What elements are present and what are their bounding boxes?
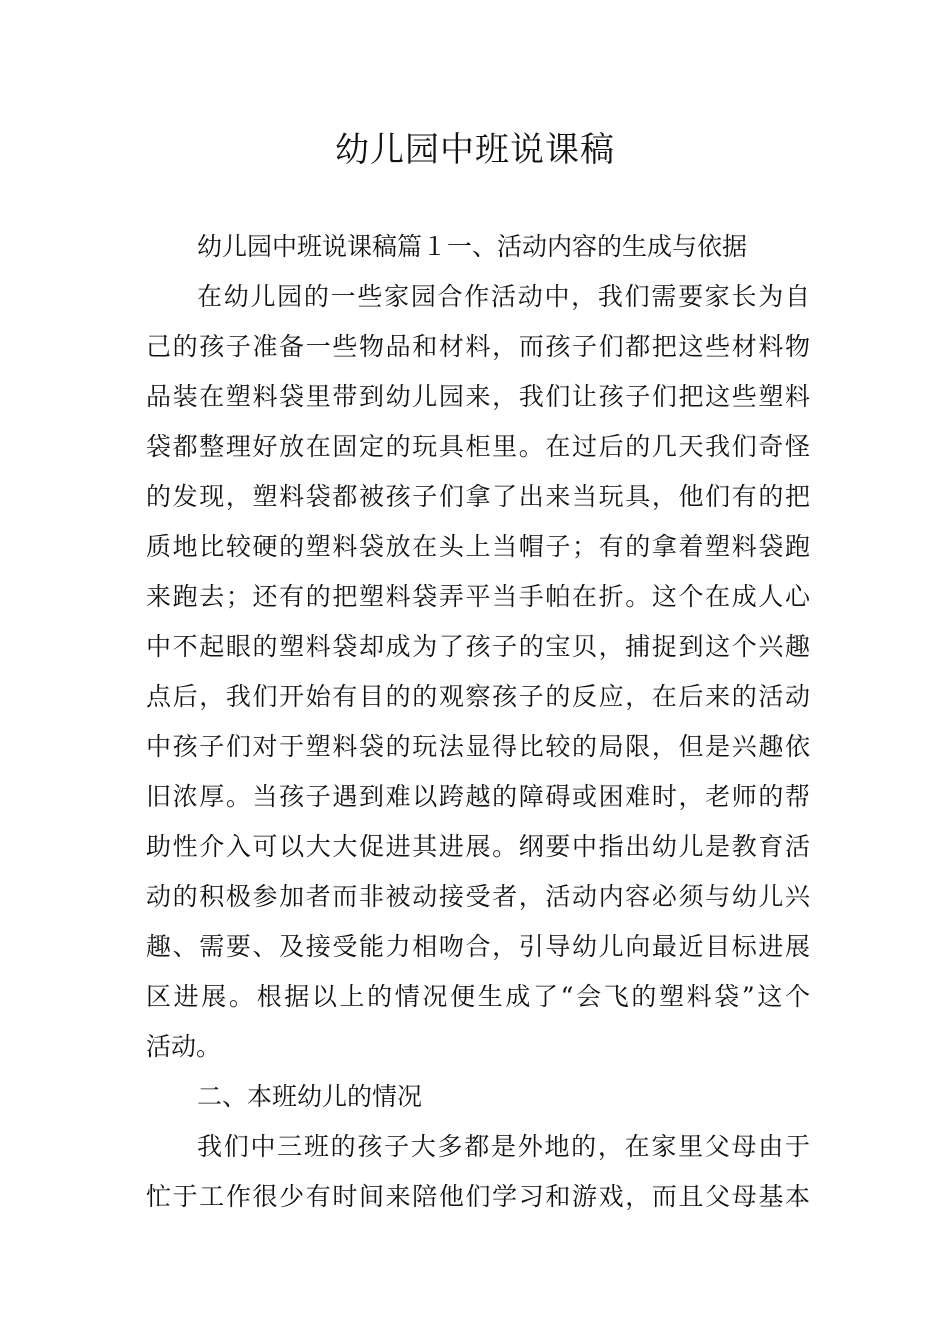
section-heading-1: 幼儿园中班说课稿篇１一、活动内容的生成与依据 bbox=[197, 232, 748, 261]
paragraph-line: 活动。 bbox=[146, 1032, 222, 1061]
paragraph-line: 来跑去；还有的把塑料袋弄平当手帕在折。这个在成人心 bbox=[146, 582, 810, 611]
paragraph-line: 趣、需要、及接受能力相吻合，引导幼儿向最近目标进展 bbox=[146, 932, 810, 961]
paragraph-line: 的发现，塑料袋都被孩子们拿了出来当玩具，他们有的把 bbox=[146, 482, 810, 511]
paragraph-line: 助性介入可以大大促进其进展。纲要中指出幼儿是教育活 bbox=[146, 832, 810, 861]
paragraph-line: 我们中三班的孩子大多都是外地的，在家里父母由于 bbox=[197, 1132, 810, 1161]
paragraph-line: 在幼儿园的一些家园合作活动中，我们需要家长为自 bbox=[197, 282, 810, 311]
paragraph-line: 中不起眼的塑料袋却成为了孩子的宝贝，捕捉到这个兴趣 bbox=[146, 632, 810, 661]
paragraph-line: 己的孩子准备一些物品和材料，而孩子们都把这些材料物 bbox=[146, 332, 810, 361]
paragraph-line: 质地比较硬的塑料袋放在头上当帽子；有的拿着塑料袋跑 bbox=[146, 532, 810, 561]
section-heading-2: 二、本班幼儿的情况 bbox=[197, 1082, 423, 1111]
paragraph-line: 品装在塑料袋里带到幼儿园来，我们让孩子们把这些塑料 bbox=[146, 382, 810, 411]
paragraph-line: 中孩子们对于塑料袋的玩法显得比较的局限，但是兴趣依 bbox=[146, 732, 810, 761]
paragraph-line: 旧浓厚。当孩子遇到难以跨越的障碍或困难时，老师的帮 bbox=[146, 782, 810, 811]
document-title: 幼儿园中班说课稿 bbox=[335, 130, 615, 170]
paragraph-line: 区进展。根据以上的情况便生成了“会飞的塑料袋”这个 bbox=[146, 982, 810, 1011]
paragraph-line: 忙于工作很少有时间来陪他们学习和游戏，而且父母基本 bbox=[146, 1182, 810, 1211]
paragraph-line: 点后，我们开始有目的的观察孩子的反应，在后来的活动 bbox=[146, 682, 810, 711]
paragraph-line: 动的积极参加者而非被动接受者，活动内容必须与幼儿兴 bbox=[146, 882, 810, 911]
paragraph-line: 袋都整理好放在固定的玩具柜里。在过后的几天我们奇怪 bbox=[146, 432, 810, 461]
